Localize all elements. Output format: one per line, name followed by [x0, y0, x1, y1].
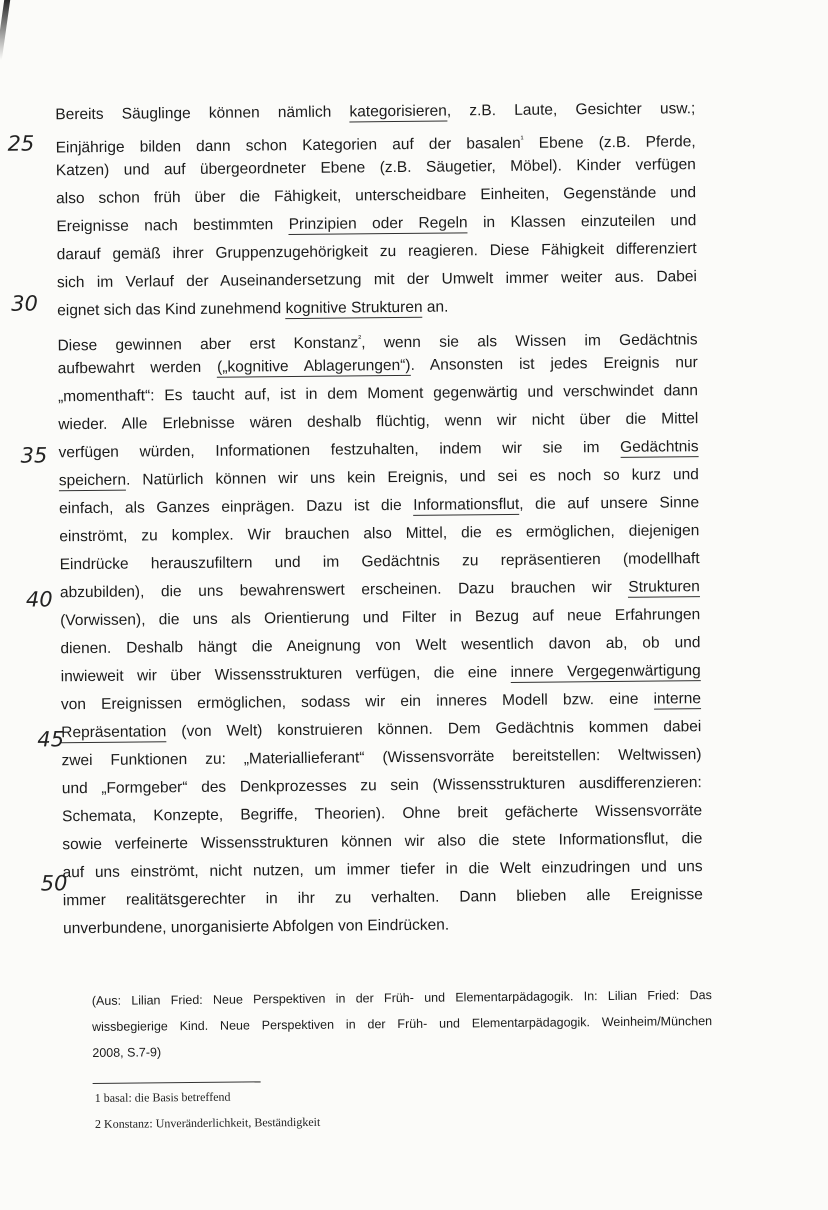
underlined-term: innere Vergegenwärtigung: [510, 662, 701, 681]
text-line: Schemata, Konzepte, Begriffe, Theorien). Ohne breit gefächerte Wissensvorräte: [61, 802, 703, 826]
text-line: zwei Funktionen zu: „Materiallieferant“ (Wissensvorräte bereitstellen: Weltwissen): [61, 746, 702, 770]
text-line: sowie verfeinerte Wissensstrukturen können wir also die stete Informationsflut, die: [62, 830, 703, 854]
text-line: einströmt, zu komplex. Wir brauchen also Mittel, die es ermöglichen, diejenigen: [59, 522, 700, 546]
text-line: inwieweit wir über Wissensstrukturen verfügen, die eine innere Vergegenwärtigung: [60, 662, 701, 686]
text-line: Eindrücke herauszufiltern und im Gedächtnis zu repräsentieren (modellhaft: [59, 550, 700, 574]
text-line: (Vorwissen), die uns als Orientierung und Filter in Bezug auf neue Erfahrungen: [60, 606, 701, 630]
text-line: darauf gemäß ihrer Gruppenzugehörigkeit zu reagieren. Diese Fähigkeit differenziert: [56, 240, 697, 264]
source-citation-line: 2008, S.7-9): [92, 1045, 162, 1060]
text-line: also schon früh über die Fähigkeit, unterscheidbare Einheiten, Gegenstände und: [56, 184, 697, 208]
underlined-term: Informationsflut: [413, 495, 520, 514]
text-line: Bereits Säuglinge können nämlich kategorisieren, z.B. Laute, Gesichter usw.;: [55, 100, 696, 124]
text-line: Katzen) und auf übergeordneter Ebene (z.B. Säugetier, Möbel). Kinder verfügen: [55, 156, 696, 180]
text-line: dienen. Deshalb hängt die Aneignung von Welt wesentlich davon ab, ob und: [60, 634, 701, 658]
underlined-term: Gedächtnis: [620, 438, 699, 456]
margin-line-number: 40: [25, 587, 53, 612]
underlined-term: Strukturen: [628, 578, 700, 596]
text-line: speichern. Natürlich können wir uns kein Ereignis, und sei es noch so kurz und: [58, 466, 699, 490]
margin-line-number: 50: [40, 871, 68, 896]
text-line: Ereignisse nach bestimmten Prinzipien oder Regeln in Klassen einzuteilen und: [56, 212, 697, 236]
margin-line-number: 35: [20, 443, 48, 468]
text-line: verfügen würden, Informationen festzuhalten, indem wir sie im Gedächtnis: [58, 438, 699, 462]
margin-line-number: 30: [11, 291, 38, 316]
text-line: Repräsentation (von Welt) konstruieren können. Dem Gedächtnis kommen dabei: [61, 718, 702, 742]
footnote-ref: ¹: [520, 133, 524, 144]
source-citation-line: (Aus: Lilian Fried: Neue Perspektiven in der Früh- und Elementarpädagogik. In: Lilian Fried: Das: [91, 988, 712, 1008]
source-citation-line: wissbegierige Kind. Neue Perspektiven in der Früh- und Elementarpädagogik. Weinheim/München: [92, 1014, 713, 1034]
text-line: Diese gewinnen aber erst Konstanz$^{^2}$, wenn sie als Wissen im Gedächtnis: [57, 331, 698, 355]
footnote-ref: ²: [358, 333, 362, 344]
text-line: „momenthaft“: Es taucht auf, ist in dem Moment gegenwärtig und verschwindet dann: [57, 382, 699, 406]
text-line: einfach, als Ganzes einprägen. Dazu ist die Informationsflut, die auf unsere Sinne: [59, 494, 700, 518]
footnote: 2 Konstanz: Unveränderlichkeit, Beständigkeit: [94, 1114, 321, 1131]
margin-line-number: 45: [37, 727, 65, 752]
text-line: abzubilden), die uns bewahrenswert erscheinen. Dazu brauchen wir Strukturen: [59, 578, 700, 602]
text-line: und „Formgeber“ des Denkprozesses zu sein (Wissensstrukturen ausdifferenzieren:: [61, 774, 702, 798]
footnote: 1 basal: die Basis betreffend: [94, 1089, 231, 1105]
text-line: von Ereignissen ermöglichen, sodass wir ein inneres Modell bzw. eine interne: [60, 690, 702, 714]
underlined-term: kategorisieren: [349, 102, 447, 121]
underlined-term: Prinzipien oder Regeln: [288, 214, 468, 234]
text-line: unverbundene, unorganisierte Abfolgen von Eindrücken.: [63, 916, 450, 938]
text-line: auf uns einströmt, nicht nutzen, um immer tiefer in die Welt einzudringen und uns: [62, 858, 703, 882]
footnote-divider: [93, 1081, 261, 1084]
margin-line-number: 25: [7, 131, 35, 156]
text-line: wieder. Alle Erlebnisse wären deshalb flüchtig, wenn wir nicht über die Mittel: [58, 410, 699, 434]
text-line: eignet sich das Kind zunehmend kognitive Strukturen an.: [57, 298, 449, 320]
text-line: Einjährige bilden dann schon Kategorien auf der basalen$^{^1}$ Ebene (z.B. Pferde,: [55, 133, 696, 157]
text-line: immer realitätsgerechter in ihr zu verhalten. Dann blieben alle Ereignisse: [62, 886, 703, 910]
underlined-term: speichern: [58, 471, 127, 490]
underlined-term: interne: [653, 690, 702, 708]
underlined-term: Repräsentation: [61, 723, 167, 742]
text-line: sich im Verlauf der Auseinandersetzung mit der Umwelt immer weiter aus. Dabei: [56, 268, 697, 292]
underlined-term: kognitive Strukturen: [285, 298, 423, 318]
underlined-term: („kognitive Ablagerungen“): [217, 356, 411, 376]
text-line: aufbewahrt werden („kognitive Ablagerungen“). Ansonsten ist jedes Ereignis nur: [57, 354, 698, 378]
